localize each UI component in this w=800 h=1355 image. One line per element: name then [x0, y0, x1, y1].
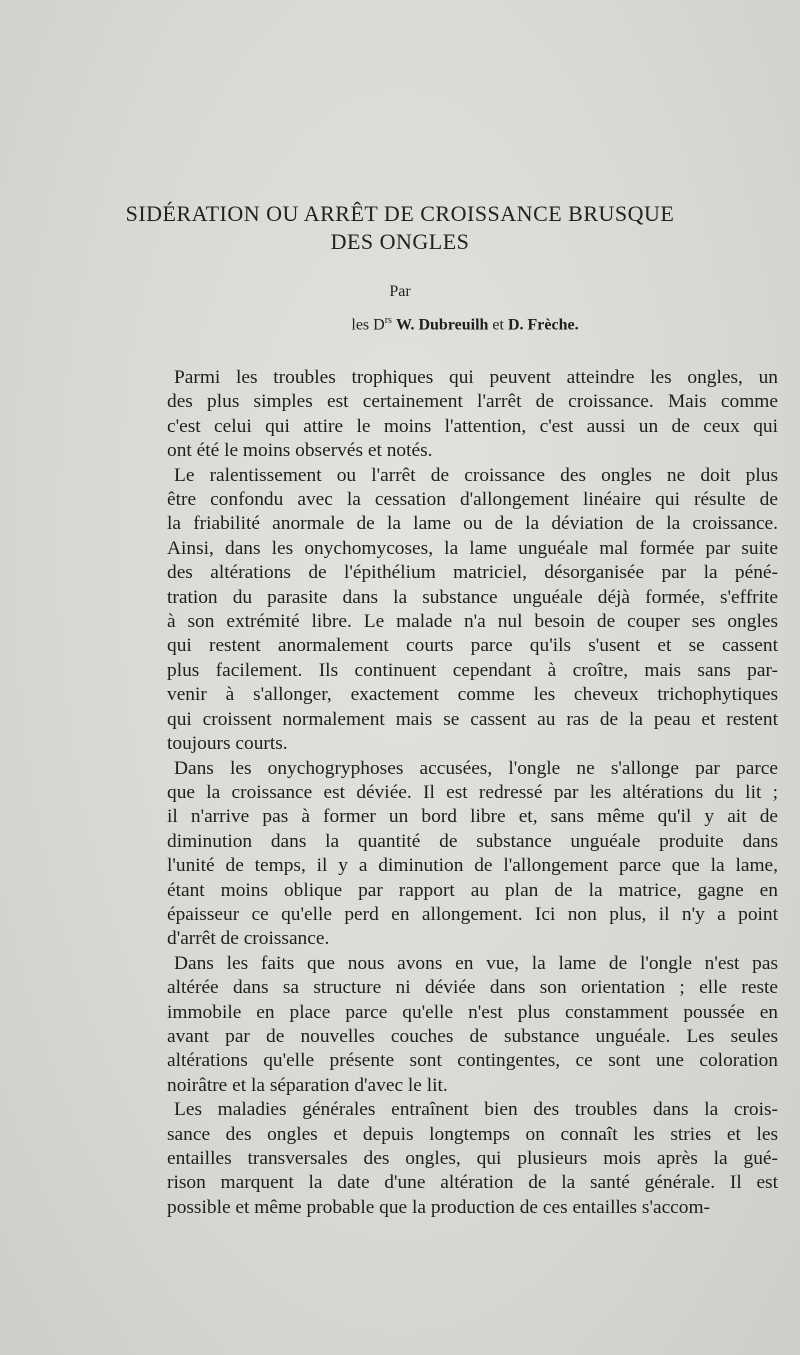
title-line-2: DES ONGLES [330, 229, 470, 254]
text-line: rison marquent la date d'une altération de la santé générale. Il est [167, 1172, 778, 1194]
text-line: des plus simples est certainement l'arrêt de croissance. Mais comme [167, 391, 778, 413]
title-line-1: SIDÉRATION OU ARRÊT DE CROISSANCE BRUSQUE [125, 201, 675, 226]
text-line: diminution dans la quantité de substance unguéale produite dans [167, 830, 778, 852]
paragraph [167, 1098, 778, 1220]
byline-par: Par [389, 283, 411, 300]
text-line: sance des ongles et depuis longtemps on connaît les stries et les [167, 1123, 778, 1145]
text-line: plus facilement. Ils continuent cependant à croître, mais sans par- [167, 659, 778, 681]
paragraph [167, 757, 778, 952]
text-line: noirâtre et la séparation d'avec le lit. [167, 1074, 448, 1096]
text-line: toujours courts. [167, 733, 288, 755]
text-line: Dans les faits que nous avons en vue, la lame de l'ongle n'est pas [174, 952, 778, 974]
text-line: étant moins oblique par rapport au plan de la matrice, gagne en [167, 879, 778, 901]
paragraph [167, 464, 778, 757]
text-line: avant par de nouvelles couches de substance unguéale. Les seules [167, 1025, 778, 1047]
text-line: des altérations de l'épithélium matriciel, désorganisée par la péné- [167, 562, 778, 584]
article-body [167, 366, 778, 1220]
authors-prefix: les D [351, 316, 385, 334]
authors-and: et [488, 316, 508, 334]
authors-line [0, 315, 800, 334]
text-line: ont été le moins observés et notés. [167, 440, 433, 462]
authors-sup: rs [384, 315, 392, 326]
text-line: altérations qu'elle présente sont contingentes, ce sont une coloration [167, 1050, 778, 1072]
text-line: immobile en place parce qu'elle n'est plus constamment poussée en [167, 1001, 778, 1023]
text-line: que la croissance est déviée. Il est redressé par les altérations du lit ; [167, 781, 778, 803]
author-1: W. Dubreuilh [395, 316, 489, 334]
text-line: altérée dans sa structure ni déviée dans son orientation ; elle reste [167, 977, 778, 999]
text-line: qui restent anormalement courts parce qu'ils s'usent et se cassent [167, 635, 778, 657]
text-line: possible et même probable que la production de ces entailles s'accom- [167, 1196, 711, 1218]
text-line: d'arrêt de croissance. [167, 928, 330, 950]
text-line: entailles transversales des ongles, qui plusieurs mois après la gué- [167, 1148, 778, 1169]
text-line: venir à s'allonger, exactement comme les cheveux trichophytiques [167, 684, 778, 706]
paragraph [167, 952, 778, 1098]
text-line: Les maladies générales entraînent bien des troubles dans la crois- [174, 1099, 778, 1121]
text-line: il n'arrive pas à former un bord libre et, sans même qu'il y ait de [167, 806, 778, 828]
text-line: Ainsi, dans les onychomycoses, la lame unguéale mal formée par suite [167, 537, 778, 559]
article-title [0, 200, 800, 256]
text-line: c'est celui qui attire le moins l'attention, c'est aussi un de ceux qui [167, 415, 778, 437]
text-line: la friabilité anormale de la lame ou de la déviation de la croissance. [167, 513, 778, 535]
text-line: Parmi les troubles trophiques qui peuvent atteindre les ongles, un [174, 367, 778, 388]
text-line: Le ralentissement ou l'arrêt de croissance des ongles ne doit plus [174, 464, 778, 486]
text-line: à son extrémité libre. Le malade n'a nul besoin de couper ses ongles [167, 611, 778, 633]
author-2: D. Frèche. [507, 316, 579, 334]
text-line: épaisseur ce qu'elle perd en allongement. Ici non plus, il n'y a point [167, 903, 778, 925]
text-line: qui croissent normalement mais se cassent au ras de la peau et restent [167, 708, 778, 730]
paragraph [167, 366, 778, 464]
text-line: Dans les onychogryphoses accusées, l'ongle ne s'allonge par parce [174, 757, 778, 779]
text-line: tration du parasite dans la substance unguéale déjà formée, s'effrite [167, 586, 778, 608]
text-line: être confondu avec la cessation d'allongement linéaire qui résulte de [167, 489, 778, 511]
text-line: l'unité de temps, il y a diminution de l'allongement parce que la lame, [167, 855, 778, 877]
